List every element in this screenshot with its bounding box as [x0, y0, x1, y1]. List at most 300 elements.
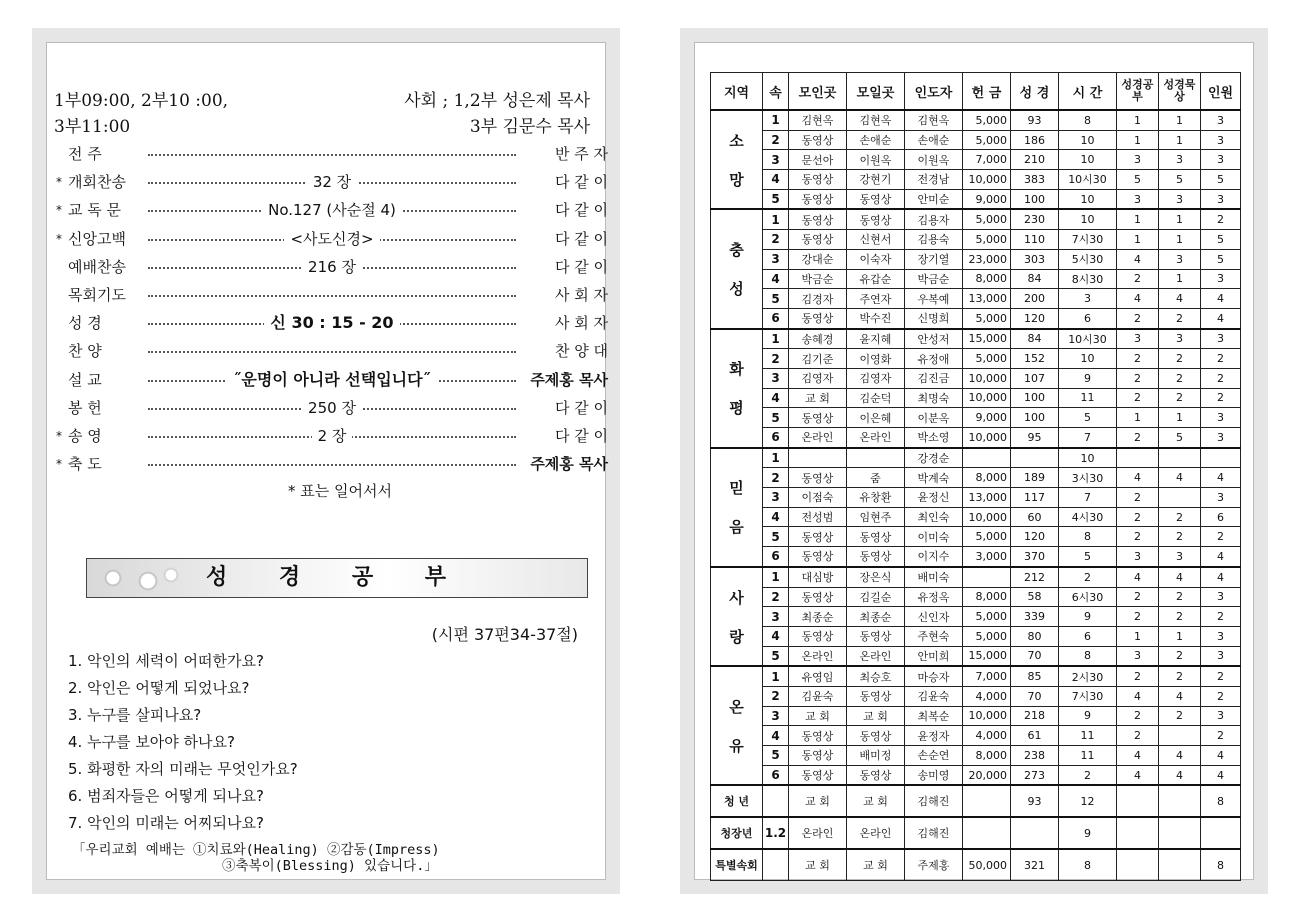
table-cell: 5 — [1059, 547, 1117, 567]
table-cell: 2 — [1201, 388, 1241, 408]
table-cell: 5,000 — [963, 349, 1011, 369]
table-cell: 2 — [1159, 527, 1201, 547]
table-row — [711, 150, 1241, 170]
table-cell: 우복예 — [905, 289, 963, 309]
table-cell: 3 — [1201, 150, 1241, 170]
table-cell: 8,000 — [963, 746, 1011, 766]
table-cell: 5,000 — [963, 130, 1011, 150]
sok-number: 5 — [763, 289, 789, 309]
table-cell: 10,000 — [963, 428, 1011, 448]
table-row — [711, 189, 1241, 209]
sok-number: 4 — [763, 388, 789, 408]
table-cell: 1 — [1117, 230, 1159, 250]
sok-number: 4 — [763, 269, 789, 289]
table-cell: 10,000 — [963, 706, 1011, 726]
table-cell: 동영상 — [847, 547, 905, 567]
column-header: 인원 — [1201, 73, 1241, 111]
study-question: 4. 누구를 보아야 하나요? — [68, 733, 235, 751]
order-item-leader: 다 같 이 — [554, 229, 608, 248]
order-item — [56, 140, 608, 168]
table-cell: 배미숙 — [905, 567, 963, 587]
table-cell: 1 — [1159, 130, 1201, 150]
sok-number: 4 — [763, 170, 789, 190]
order-item-detail: 2 장 — [312, 427, 353, 445]
table-cell: 11 — [1059, 746, 1117, 766]
order-item-leader: 주제홍 목사 — [530, 370, 608, 389]
table-cell: 동영상 — [789, 527, 847, 547]
column-header: 성 경 — [1011, 73, 1059, 111]
table-cell: 2 — [1117, 488, 1159, 508]
table-cell: 2 — [1117, 428, 1159, 448]
table-row — [711, 507, 1241, 527]
sok-number: 3 — [763, 607, 789, 627]
table-cell: 2 — [1059, 567, 1117, 587]
sok-number: 1 — [763, 567, 789, 587]
table-cell: 장기열 — [905, 249, 963, 269]
order-item-detail: 250 장 — [302, 399, 362, 417]
order-item — [56, 366, 608, 394]
table-cell: 9 — [1059, 368, 1117, 388]
table-cell: 8,000 — [963, 468, 1011, 488]
table-cell: 박계숙 — [905, 468, 963, 488]
table-cell: 3 — [1159, 189, 1201, 209]
table-cell — [1159, 785, 1201, 817]
table-cell: 장은식 — [847, 567, 905, 587]
table-cell: 2 — [1117, 726, 1159, 746]
table-cell: 6 — [1059, 308, 1117, 328]
table-cell: 5 — [1201, 170, 1241, 190]
moderator-line1: 사회 ; 1,2부 성은제 목사 — [404, 91, 590, 111]
table-cell: 107 — [1011, 368, 1059, 388]
order-item-detail: No.127 (사순절 4) — [262, 201, 402, 219]
table-cell: 동영상 — [789, 209, 847, 229]
table-cell: 4 — [1201, 765, 1241, 785]
table-cell: 온라인 — [789, 817, 847, 849]
column-header: 헌 금 — [963, 73, 1011, 111]
table-cell: 안미희 — [905, 646, 963, 666]
table-cell: 5 — [1117, 170, 1159, 190]
sok-number: 1 — [763, 448, 789, 468]
order-item-leader: 사 회 자 — [554, 286, 608, 304]
table-cell: 9,000 — [963, 408, 1011, 428]
table-cell: 신명희 — [905, 308, 963, 328]
column-header: 지역 — [711, 73, 763, 111]
table-row — [711, 289, 1241, 309]
table-cell: 5,000 — [963, 110, 1011, 130]
table-cell: 212 — [1011, 567, 1059, 587]
table-cell: 김윤숙 — [789, 686, 847, 706]
sok-number: 5 — [763, 527, 789, 547]
order-item-detail: <사도신경> — [284, 230, 379, 248]
table-cell: 이원옥 — [847, 150, 905, 170]
table-cell: 4 — [1201, 289, 1241, 309]
table-cell: 최복순 — [905, 706, 963, 726]
sok-number: 5 — [763, 189, 789, 209]
table-cell: 383 — [1011, 170, 1059, 190]
table-cell: 8,000 — [963, 587, 1011, 607]
table-cell: 교 회 — [789, 849, 847, 881]
study-questions — [68, 648, 588, 837]
table-cell: 동영상 — [847, 189, 905, 209]
table-cell — [1159, 849, 1201, 881]
table-cell: 3 — [1201, 189, 1241, 209]
dotted-leader — [148, 295, 516, 297]
order-item — [56, 450, 608, 478]
table-cell: 주현숙 — [905, 626, 963, 646]
table-cell: 3 — [1059, 289, 1117, 309]
table-cell — [789, 448, 847, 468]
table-row — [711, 209, 1241, 229]
table-cell: 1 — [1159, 626, 1201, 646]
sok-number: 2 — [763, 230, 789, 250]
table-cell: 4 — [1159, 765, 1201, 785]
table-cell: 4 — [1117, 686, 1159, 706]
bulletin-right-page — [680, 28, 1268, 894]
table-cell: 7시30 — [1059, 230, 1117, 250]
table-cell: 주연자 — [847, 289, 905, 309]
sok-number: 2 — [763, 686, 789, 706]
table-cell: 70 — [1011, 646, 1059, 666]
table-cell: 이분옥 — [905, 408, 963, 428]
table-cell: 10,000 — [963, 507, 1011, 527]
table-cell: 1 — [1159, 230, 1201, 250]
table-cell: 유갑순 — [847, 269, 905, 289]
table-cell: 김윤숙 — [905, 686, 963, 706]
sok-number: 6 — [763, 765, 789, 785]
table-cell: 온라인 — [789, 428, 847, 448]
table-cell: 박금순 — [905, 269, 963, 289]
order-item — [56, 168, 608, 196]
table-cell: 2 — [1201, 349, 1241, 369]
table-cell: 370 — [1011, 547, 1059, 567]
table-cell: 5,000 — [963, 607, 1011, 627]
table-cell: 유창환 — [847, 488, 905, 508]
table-cell: 2 — [1159, 308, 1201, 328]
table-cell: 186 — [1011, 130, 1059, 150]
table-cell: 93 — [1011, 110, 1059, 130]
sok-number: 2 — [763, 349, 789, 369]
table-cell: 2 — [1201, 666, 1241, 686]
table-cell: 10,000 — [963, 368, 1011, 388]
table-cell: 1 — [1159, 209, 1201, 229]
service-times-row-2 — [54, 112, 590, 137]
sok-number — [763, 785, 789, 817]
table-cell: 6 — [1059, 626, 1117, 646]
table-cell: 2 — [1159, 607, 1201, 627]
order-item-content — [148, 253, 516, 281]
table-cell: 송혜경 — [789, 329, 847, 349]
table-cell: 3 — [1201, 706, 1241, 726]
table-cell: 7,000 — [963, 666, 1011, 686]
table-cell: 6시30 — [1059, 587, 1117, 607]
table-cell: 김경자 — [789, 289, 847, 309]
table-cell: 전성범 — [789, 507, 847, 527]
order-item — [56, 422, 608, 450]
table-cell: 교 회 — [789, 388, 847, 408]
table-cell: 3 — [1201, 587, 1241, 607]
table-cell: 2 — [1159, 706, 1201, 726]
sok-number: 3 — [763, 368, 789, 388]
table-cell: 3 — [1117, 189, 1159, 209]
table-cell: 4 — [1159, 567, 1201, 587]
table-cell: 강현기 — [847, 170, 905, 190]
table-cell: 2 — [1201, 607, 1241, 627]
table-cell: 120 — [1011, 527, 1059, 547]
table-cell: 1 — [1117, 130, 1159, 150]
table-header-row — [711, 73, 1241, 111]
sok-number: 1 — [763, 666, 789, 686]
order-item-content — [148, 309, 516, 337]
table-row — [711, 170, 1241, 190]
table-cell: 김용숙 — [905, 230, 963, 250]
table-cell: 온라인 — [847, 646, 905, 666]
table-cell: 동영상 — [847, 209, 905, 229]
order-item-name: 설 교 — [68, 370, 102, 389]
table-row — [711, 666, 1241, 686]
order-item-leader: 찬 양 대 — [554, 342, 608, 361]
order-item-name: 신앙고백 — [68, 229, 126, 248]
table-row — [711, 765, 1241, 785]
table-cell: 238 — [1011, 746, 1059, 766]
table-cell: 이은혜 — [847, 408, 905, 428]
sok-number: 5 — [763, 746, 789, 766]
table-cell: 김길순 — [847, 587, 905, 607]
table-cell: 9 — [1059, 817, 1117, 849]
table-cell: 2 — [1159, 666, 1201, 686]
table-row — [711, 468, 1241, 488]
table-cell: 마승자 — [905, 666, 963, 686]
order-item-detail: ˝운명이 아니라 선택입니다˝ — [227, 370, 436, 389]
table-cell: 동영상 — [789, 587, 847, 607]
table-cell: 4 — [1117, 289, 1159, 309]
order-item — [56, 253, 608, 281]
table-cell: 2 — [1159, 507, 1201, 527]
region-cell: 믿 음 — [711, 448, 763, 567]
table-cell: 11 — [1059, 726, 1117, 746]
order-item-name: 예배찬송 — [68, 257, 126, 276]
table-cell: 8 — [1059, 646, 1117, 666]
order-item-name: 목회기도 — [68, 286, 126, 304]
order-item-name: 찬 양 — [68, 342, 102, 361]
table-cell: 85 — [1011, 666, 1059, 686]
table-cell: 5,000 — [963, 527, 1011, 547]
sok-number: 3 — [763, 150, 789, 170]
table-cell — [1011, 817, 1059, 849]
table-cell: 동영상 — [789, 170, 847, 190]
table-cell: 50,000 — [963, 849, 1011, 881]
table-cell: 안미순 — [905, 189, 963, 209]
table-row — [711, 547, 1241, 567]
column-header: 성경공부 — [1117, 73, 1159, 111]
table-cell: 2 — [1117, 349, 1159, 369]
table-cell: 최승호 — [847, 666, 905, 686]
table-cell: 동영상 — [847, 726, 905, 746]
table-cell: 1 — [1117, 209, 1159, 229]
table-cell: 김현옥 — [789, 110, 847, 130]
table-cell — [963, 817, 1011, 849]
table-cell: 3 — [1201, 626, 1241, 646]
table-cell: 100 — [1011, 408, 1059, 428]
table-cell: 4 — [1159, 289, 1201, 309]
table-cell: 윤정자 — [905, 726, 963, 746]
sok-number: 2 — [763, 587, 789, 607]
order-item-content — [148, 196, 516, 224]
table-cell: 8 — [1059, 527, 1117, 547]
table-cell: 대심방 — [789, 567, 847, 587]
table-cell: 23,000 — [963, 249, 1011, 269]
order-item-name: 봉 헌 — [68, 398, 102, 417]
table-cell: 4,000 — [963, 686, 1011, 706]
table-cell: 3 — [1117, 150, 1159, 170]
sok-number: 3 — [763, 488, 789, 508]
table-cell: 유영임 — [789, 666, 847, 686]
order-item-content — [148, 422, 516, 450]
region-cell: 청장년 — [711, 817, 763, 849]
sok-number: 6 — [763, 428, 789, 448]
table-cell: 동영상 — [847, 686, 905, 706]
table-cell: 3시30 — [1059, 468, 1117, 488]
table-cell: 10 — [1059, 189, 1117, 209]
region-cell: 사 랑 — [711, 567, 763, 666]
table-cell — [963, 448, 1011, 468]
standing-marker: * — [56, 203, 62, 218]
table-cell: 6 — [1201, 507, 1241, 527]
table-cell: 9 — [1059, 706, 1117, 726]
table-cell: 117 — [1011, 488, 1059, 508]
table-cell — [1159, 726, 1201, 746]
table-cell: 교 회 — [789, 706, 847, 726]
table-cell: 4 — [1117, 249, 1159, 269]
table-cell: 1 — [1159, 269, 1201, 289]
table-cell: 2 — [1117, 507, 1159, 527]
table-cell: 2 — [1117, 388, 1159, 408]
order-item-content — [148, 366, 516, 394]
table-row — [711, 817, 1241, 849]
table-cell: 5 — [1059, 408, 1117, 428]
order-item-leader: 다 같 이 — [554, 427, 608, 445]
table-cell: 5 — [1201, 249, 1241, 269]
column-header: 모인곳 — [789, 73, 847, 111]
sok-number: 5 — [763, 408, 789, 428]
table-cell: 10 — [1059, 150, 1117, 170]
table-cell: 동영상 — [847, 626, 905, 646]
table-cell: 2 — [1159, 368, 1201, 388]
table-cell: 신현서 — [847, 230, 905, 250]
service-times-row-1 — [54, 86, 590, 111]
table-cell: 3 — [1117, 547, 1159, 567]
table-cell: 58 — [1011, 587, 1059, 607]
table-cell: 10,000 — [963, 388, 1011, 408]
table-row — [711, 329, 1241, 349]
table-cell — [1201, 817, 1241, 849]
table-cell: 200 — [1011, 289, 1059, 309]
table-cell: 동영상 — [789, 765, 847, 785]
order-item-detail: 216 장 — [302, 258, 362, 276]
table-row — [711, 230, 1241, 250]
table-cell: 김해진 — [905, 785, 963, 817]
table-cell: 3,000 — [963, 547, 1011, 567]
sok-number: 2 — [763, 468, 789, 488]
table-row — [711, 706, 1241, 726]
order-item-leader: 반 주 자 — [554, 145, 608, 163]
table-cell: 11 — [1059, 388, 1117, 408]
order-item-content — [148, 225, 516, 253]
order-item-content — [148, 168, 516, 196]
church-motto-line1: 「우리교회 예배는 ①치료와(Healing) ②감동(Impress) — [72, 842, 440, 858]
table-cell: 최종순 — [847, 607, 905, 627]
table-cell — [1159, 448, 1201, 468]
table-cell: 2시30 — [1059, 666, 1117, 686]
table-cell: 303 — [1011, 249, 1059, 269]
table-cell: 유정옥 — [905, 587, 963, 607]
table-cell: 5 — [1159, 170, 1201, 190]
table-cell: 100 — [1011, 189, 1059, 209]
table-cell: 온라인 — [847, 428, 905, 448]
moderator-line2: 3부 김문수 목사 — [469, 117, 590, 137]
order-item — [56, 196, 608, 224]
table-cell: 최종순 — [789, 607, 847, 627]
sok-number: 4 — [763, 726, 789, 746]
table-cell: 2 — [1117, 368, 1159, 388]
sok-number: 5 — [763, 646, 789, 666]
order-item — [56, 309, 608, 337]
table-cell: 김용자 — [905, 209, 963, 229]
order-item-name: 성 경 — [68, 314, 102, 333]
order-item — [56, 281, 608, 309]
table-cell: 3 — [1159, 249, 1201, 269]
table-cell — [963, 567, 1011, 587]
table-cell: 9 — [1059, 607, 1117, 627]
column-header: 시 간 — [1059, 73, 1117, 111]
table-cell: 3 — [1201, 646, 1241, 666]
table-cell: 10시30 — [1059, 170, 1117, 190]
table-cell: 15,000 — [963, 329, 1011, 349]
table-cell: 이점숙 — [789, 488, 847, 508]
table-cell: 교 회 — [847, 706, 905, 726]
table-cell: 2 — [1159, 646, 1201, 666]
table-cell: 3 — [1201, 269, 1241, 289]
table-cell: 3 — [1201, 428, 1241, 448]
table-cell: 온라인 — [789, 646, 847, 666]
table-cell: 3 — [1159, 329, 1201, 349]
region-cell: 화 평 — [711, 329, 763, 448]
table-cell: 273 — [1011, 765, 1059, 785]
table-cell — [847, 448, 905, 468]
table-cell: 8 — [1201, 849, 1241, 881]
table-cell — [1159, 817, 1201, 849]
table-cell: 4,000 — [963, 726, 1011, 746]
table-cell: 12 — [1059, 785, 1117, 817]
table-cell: 4시30 — [1059, 507, 1117, 527]
order-item-leader: 다 같 이 — [554, 201, 608, 220]
table-cell: 3 — [1201, 488, 1241, 508]
table-cell: 이미숙 — [905, 527, 963, 547]
sok-number: 3 — [763, 706, 789, 726]
sok-number: 1 — [763, 110, 789, 130]
order-item — [56, 394, 608, 422]
table-cell: 4 — [1201, 746, 1241, 766]
table-cell: 5,000 — [963, 230, 1011, 250]
table-cell: 교 회 — [847, 849, 905, 881]
table-cell: 1 — [1159, 110, 1201, 130]
sok-number: 1 — [763, 209, 789, 229]
table-cell: 이영화 — [847, 349, 905, 369]
table-cell: 이원옥 — [905, 150, 963, 170]
table-cell: 손애순 — [847, 130, 905, 150]
dotted-leader — [148, 351, 516, 353]
table-row — [711, 130, 1241, 150]
table-cell: 김영자 — [789, 368, 847, 388]
